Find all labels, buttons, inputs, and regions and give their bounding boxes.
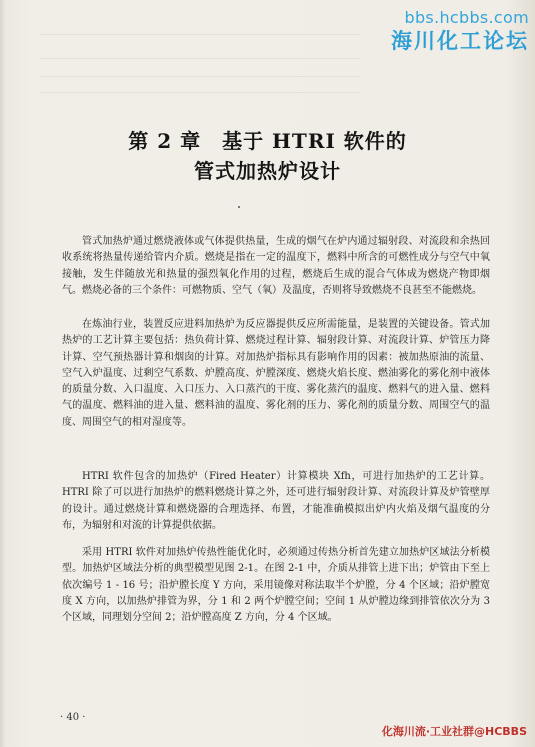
- show-through-line: [40, 76, 360, 77]
- body-paragraph: 在炼油行业，装置反应进料加热炉为反应器提供反应所需能量，是装置的关键设备。管式加热炉的工艺计算主要包括：热负荷计算、燃烧过程计算、辐射段计算、对流段计算、炉管压力降计算、空气预热器计算和烟囱的计算。对加热炉指标具有影响作用的因素：被加热原油的流量、空气入炉温度、过剩空气系数、炉膛高度、炉膛深度、燃烧火焰长度、燃油雾化的雾化剂中液体的质量分数、入口温度、入口压力、入口蒸汽的干度、雾化蒸汽的温度、燃料气的进入量、燃料气的温度、燃料油的进入量、燃料油的温度、雾化剂的压力、雾化剂的质量分数、周围空气的温度、周围空气的相对湿度等。: [62, 319, 490, 428]
- chapter-title-line1: 第 2 章 基于 HTRI 软件的: [128, 129, 407, 153]
- print-speck: [238, 206, 240, 208]
- body-paragraph: 采用 HTRI 软件对加热炉传热性能优化时，必须通过传热分析首先建立加热炉区域法分析模型。加热炉区域法分析的典型模型见图 2-1。在图 2-1 中，介质从排管上进下出；炉管由下至上依次编号 1 - 16 号；沿炉膛长度 Y 方向，采用镜像对称法取半个炉膛，分 4 个区域；沿炉膛宽度 X 方向，以加热炉排管为界，分 1 和 2 两个炉膛空间；空间 1 从炉膛边缘到排管依次分为 3 个区域，同理划分空间 2；沿炉膛高度 Z 方向，分 4 个区域。: [62, 547, 490, 624]
- watermark-forum-name: 海川化工论坛: [391, 29, 529, 53]
- body-paragraph: HTRI 软件包含的加热炉（Fired Heater）计算模块 Xfh，可进行加热炉的工艺计算。HTRI 除了可以进行加热炉的燃料燃烧计算之外，还可进行辐射段计算、对流段计算及炉管壁厚的设计。通过燃烧计算和燃烧器的合理选择、布置，才能准确模拟出炉内火焰及烟气温度的分布，为辐射和对流的计算提供依据。: [62, 471, 490, 531]
- show-through-line: [40, 92, 360, 93]
- chapter-title-line2: 管式加热炉设计: [194, 159, 341, 183]
- page-number: · 40 ·: [60, 712, 86, 723]
- footer-watermark: 化海川流·工业社群@HCBBS: [381, 725, 527, 738]
- watermark-url: bbs.hcbbs.com: [404, 8, 529, 27]
- forum-watermark: [339, 8, 529, 54]
- show-through-line: [40, 34, 360, 35]
- body-paragraph: 管式加热炉通过燃烧液体或气体提供热量，生成的烟气在炉内通过辐射段、对流段和余热回收系统将热量传递给管内介质。燃烧是指在一定的温度下，燃料中所含的可燃性成分与空气中氧接触，发生伴随放光和热量的强烈氧化作用的过程，燃烧后生成的混合气体成为燃烧产物即烟气。燃烧必备的三个条件：可燃物质、空气（氧）及温度，否则将导致燃烧不良甚至不能燃烧。: [62, 236, 490, 296]
- show-through-line: [40, 58, 360, 59]
